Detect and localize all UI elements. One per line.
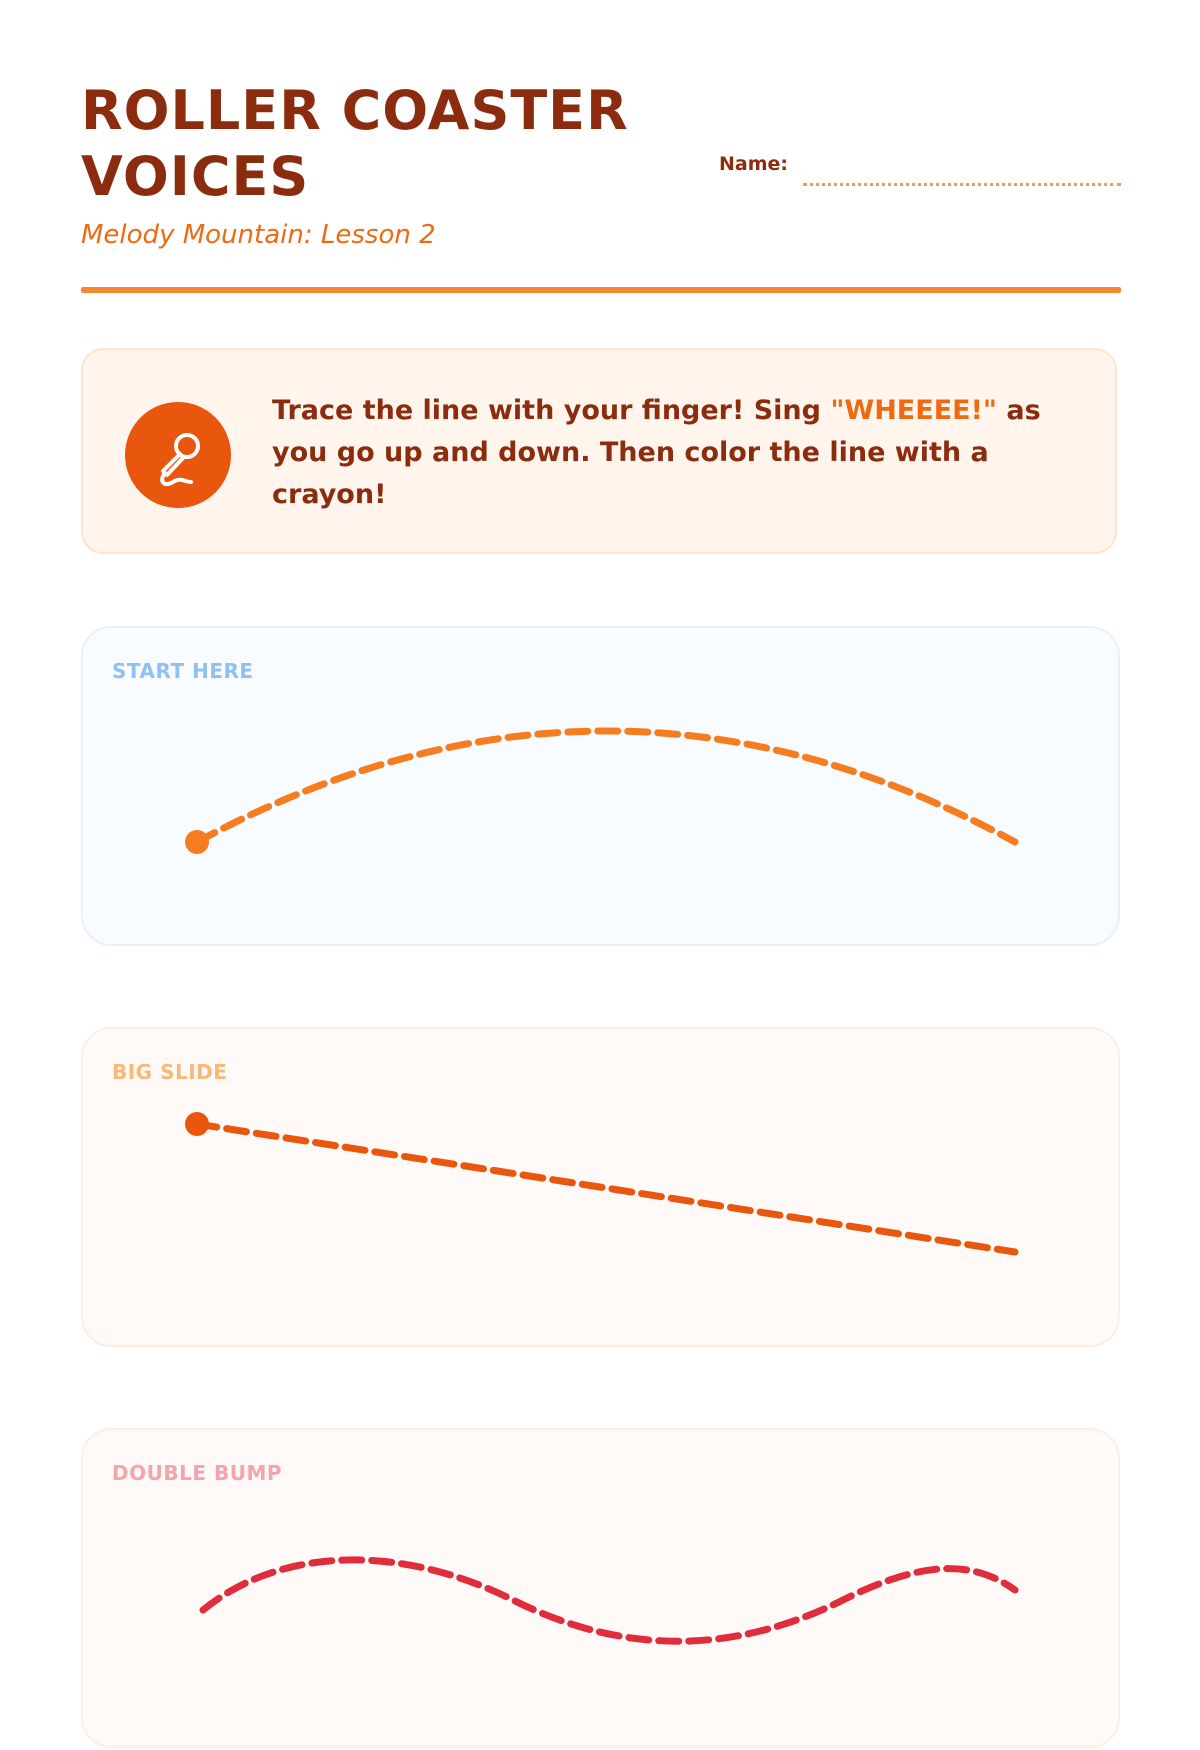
trace-line-arch[interactable]	[83, 628, 1122, 948]
lesson-subtitle: Melody Mountain: Lesson 2	[81, 220, 436, 250]
worksheet-header	[81, 78, 1121, 293]
track-label: BIG SLIDE	[112, 1060, 228, 1084]
track-card-big-slide	[81, 1027, 1120, 1347]
instruction-text	[272, 390, 1072, 516]
instruction-card	[81, 348, 1117, 554]
name-write-line[interactable]	[803, 183, 1121, 186]
instruction-text-start: Trace the line with your finger! Sing	[272, 395, 831, 426]
microphone-badge	[125, 402, 231, 508]
track-label: START HERE	[112, 659, 254, 683]
page-title-line-2: VOICES	[81, 145, 310, 208]
name-label: Name:	[719, 153, 789, 175]
instruction-highlight: "WHEEEE!"	[830, 395, 997, 426]
start-dot	[185, 830, 209, 854]
start-dot	[185, 1112, 209, 1136]
track-label: DOUBLE BUMP	[112, 1461, 283, 1485]
trace-line-double-bump[interactable]	[83, 1430, 1122, 1750]
dashed-trace-path	[197, 731, 1015, 842]
trace-line-slope[interactable]	[83, 1029, 1122, 1349]
instruction-text-end: as you go up and down. Then color the line with a crayon!	[272, 395, 1041, 510]
track-card-double-bump	[81, 1428, 1120, 1748]
dashed-trace-path	[203, 1560, 1015, 1641]
page-title-line-1: ROLLER COASTER	[81, 79, 629, 142]
microphone-icon	[125, 402, 231, 508]
header-divider	[81, 287, 1121, 293]
track-card-start-here	[81, 626, 1120, 946]
page-title	[81, 78, 681, 210]
dashed-trace-path	[197, 1124, 1015, 1252]
